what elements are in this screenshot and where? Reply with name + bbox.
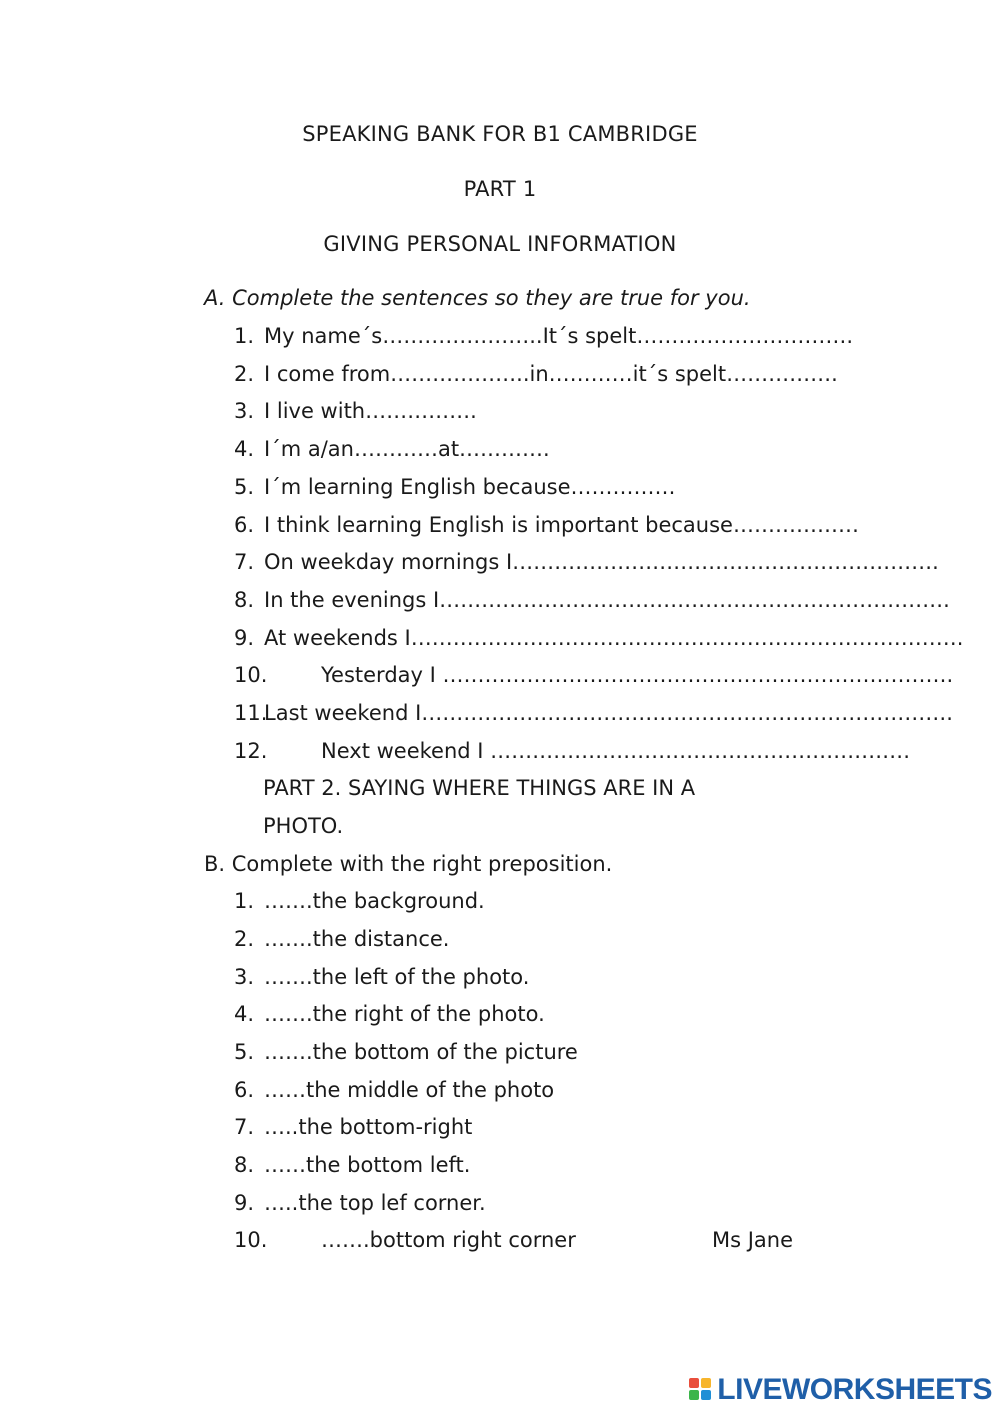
list-item [234, 739, 910, 763]
teacher-signature: Ms Jane [712, 1228, 794, 1252]
part2-heading-line2: PHOTO. [263, 814, 344, 838]
list-item [234, 626, 963, 650]
section-b-instruction: B. Complete with the right preposition. [204, 852, 613, 876]
list-item [234, 362, 838, 386]
item-number: 3. [234, 965, 255, 989]
list-item [234, 1115, 472, 1139]
item-number: 5. [234, 1040, 255, 1064]
part-label: PART 1 [463, 177, 537, 201]
item-text: ……the middle of the photo [264, 1078, 555, 1102]
liveworksheets-logo-icon [689, 1378, 713, 1402]
item-number: 8. [234, 1153, 255, 1177]
page-title: SPEAKING BANK FOR B1 CAMBRIDGE [302, 122, 698, 146]
item-text: I live with……………. [264, 399, 477, 423]
list-item [234, 475, 676, 499]
item-number: 6. [234, 1078, 255, 1102]
item-text: Last weekend I…………………………………………………………………. [264, 701, 953, 725]
item-number: 10. [234, 663, 268, 687]
list-item [234, 437, 550, 461]
item-text: I think learning English is important because……………… [264, 513, 859, 537]
part2-heading-line1: PART 2. SAYING WHERE THINGS ARE IN A [263, 776, 696, 800]
item-text: …..the top lef corner. [264, 1191, 486, 1215]
list-item [234, 1078, 554, 1102]
item-text: …..the bottom-right [264, 1115, 473, 1139]
section-a-instruction: A. Complete the sentences so they are true for you. [204, 286, 751, 310]
list-item [234, 550, 939, 574]
list-item [234, 1191, 486, 1215]
list-item [234, 588, 950, 612]
item-text: …….the distance. [264, 927, 450, 951]
list-item [234, 1002, 545, 1026]
item-number: 8. [234, 588, 255, 612]
section-subtitle: GIVING PERSONAL INFORMATION [323, 232, 677, 256]
list-item [234, 513, 859, 537]
item-number: 1. [234, 889, 255, 913]
list-item [234, 1153, 470, 1177]
list-item [234, 701, 953, 725]
item-text: Yesterday I ………………………………………………………………. [321, 663, 954, 687]
item-text: At weekends I……………………………………………………………………. [264, 626, 964, 650]
item-number: 11. [234, 701, 268, 725]
item-number: 9. [234, 1191, 255, 1215]
item-text: I come from………………..in…………it´s spelt……………. [264, 362, 838, 386]
item-number: 10. [234, 1228, 268, 1252]
list-item [234, 1228, 576, 1252]
list-item [234, 927, 449, 951]
item-number: 7. [234, 550, 255, 574]
item-number: 4. [234, 437, 255, 461]
item-text: …….the bottom of the picture [264, 1040, 578, 1064]
item-number: 4. [234, 1002, 255, 1026]
item-text: …….bottom right corner [321, 1228, 576, 1252]
item-text: In the evenings I………………………………………………………………. [264, 588, 950, 612]
item-text: I´m learning English because…………… [264, 475, 676, 499]
list-item [234, 324, 853, 348]
item-number: 7. [234, 1115, 255, 1139]
item-number: 9. [234, 626, 255, 650]
item-text: ……the bottom left. [264, 1153, 471, 1177]
item-number: 1. [234, 324, 255, 348]
list-item [234, 889, 485, 913]
item-text: My name´s…………………..It´s spelt…………………………. [264, 324, 854, 348]
brand-watermark[interactable] [689, 1373, 992, 1407]
item-text: On weekday mornings I……………………………………………………. [264, 550, 939, 574]
item-number: 6. [234, 513, 255, 537]
list-item [234, 1040, 578, 1064]
item-text: …….the right of the photo. [264, 1002, 545, 1026]
item-text: …….the left of the photo. [264, 965, 530, 989]
item-number: 3. [234, 399, 255, 423]
list-item [234, 965, 529, 989]
brand-name: LIVEWORKSHEETS [717, 1373, 992, 1406]
item-text: …….the background. [264, 889, 485, 913]
item-number: 2. [234, 927, 255, 951]
item-number: 2. [234, 362, 255, 386]
item-text: Next weekend I …………………………………………………… [321, 739, 911, 763]
item-text: I´m a/an…………at…………. [264, 437, 550, 461]
list-item [234, 399, 477, 423]
list-item [234, 663, 953, 687]
item-number: 5. [234, 475, 255, 499]
item-number: 12. [234, 739, 268, 763]
